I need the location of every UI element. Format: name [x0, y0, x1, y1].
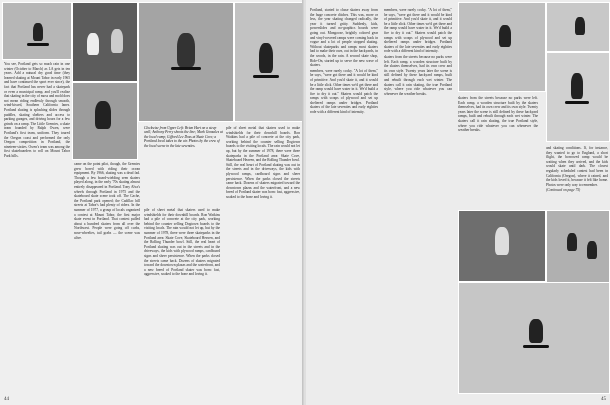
left-col-2: came on the point pilot, though, the Gremies grew bored with riding their ocean equipment. By 1966, skating was a dead fad. Though a few board-wielding seen skaters played along, in the early '70s skating almost entirely disappeared in Portland. Tony Alva's wheels through Portland in 1975 and the skateboard skate scene took off. The Cache, the Portland park opened; the Cadillac hill streets at Tabor's had plenty of riders. In the summer of 1977, a group of locals organized a contest at Mount Tabor, the first major skate event in Portland. That contest pulled about a hundred skaters from all over the Northwest. People were going off curbs, nose-wheelies, tail grabs — the scene was alive.	[74, 162, 140, 240]
photo-skater-ramp-tilted	[546, 52, 610, 142]
left-col-4: pile of sheet metal that skaters used to make windshields for their downhill boards. Ron Watkins had a pile of concrete at the city park, working behind the counter selling Dogtown boards to the visiting locals. The rain would not let up, but by the summer of 1978, there were three skateparks in the Portland area: Skate Cove, Skateboard Heaven, and the Rolling Thunder bowl. Still, the real heart of Portland skating was out in the streets and in the driveways, the kids with plywood ramps, cardboard signs and sheer persistence. When the parks closed the streets came back. Dozens of skaters migrated toward the downtown plazas and the waterfront, and a new breed of Portland skater was born: fast, aggressive, soaked to the bone and loving it.	[226, 126, 300, 199]
right-col-1: Portland, started to chase skaters away from the huge concrete ditches. This was, more or less, the year skating changed radically, the year it turned gritty. Suddenly, kids, powerslides and no-graphics boards were going out. Mongoose, brightly colored gear and vinyl-covered ramps were coming back in vogue and a lot of people stopped skating. Without skateparks and ramps most skaters had to make their own, out in the backyards, in the woods, in the rain. A second skate shop, Ride-On, started up to serve the new wave of skaters. members, were rarely cocky. "A lot of them," he says, "were got there and it would be kind of primitive. And you'd skate it, and it would be a little slick. Other times we'd get there and the ramp would have water in it. We'd build a fire to dry it out." Skaters would patch the ramps with scraps of plywood and set up sheltered ramps under bridges. Portland skaters of the late seventies and early eighties rode with a different kind of intensity.	[310, 8, 378, 115]
photo-skaters-group	[72, 2, 138, 82]
left-photo-caption: Clockwise from Upper Left: Brian Hart on a steep wall; Anthony Perry shoots the line; Mark Gonzales at the local ramp; Gifford Lee Doss at Skate Cove; a Portland local takes to the air. Photos by the crew of the local scene in the late seventies.	[144, 126, 223, 148]
photo-skater-ramp-right	[234, 2, 304, 122]
page-number-left: 44	[4, 397, 9, 402]
right-col-4: and skating conditions. If, for instance, they wanted to go to England, a short flight, the borrowed ramp would be waiting when they arrived, and the kids would skate until dark. The closest regularly scheduled contest had been in California (Oregon), where it rained, and the kids loved it, because it felt like home. Photos were only way to remember. (Continued on page 75)	[546, 146, 608, 193]
photo-skater-bowl	[546, 210, 610, 292]
continued-note: (Continued on page 75)	[546, 188, 581, 193]
photo-skater-street	[458, 210, 546, 282]
right-col-2: members, were rarely cocky. "A lot of them," he says, "were got there and it would be kind of primitive. And you'd skate it, and it would be a little slick. Other times we'd get there and the ramp would have water in it. We'd build a fire to dry it out." Skaters would patch the ramps with scraps of plywood and set up sheltered ramps under bridges. Portland skaters of the late seventies and early eighties rode with a different kind of intensity. skaters from the streets because no parks were left. Each ramp, a wooden structure built by the skaters themselves, had its own crew and its own style. Twenty years later the scene is still defined by these backyard ramps, built and rebuilt through each wet winter. The skaters call it rain skating, the true Portland style, where you ride whatever you can whenever the weather breaks.	[384, 8, 452, 96]
page-number-right: 45	[601, 397, 606, 402]
left-col-3: pile of sheet metal that skaters used to make windshields for their downhill boards. Ron Watkins had a pile of concrete at the city park, working behind the counter selling Dogtown boards to the visiting locals. The rain would not let up, but by the summer of 1978, there were three skateparks in the Portland area: Skate Cove, Skateboard Heaven, and the Rolling Thunder bowl. Still, the real heart of Portland skating was out in the streets and in the driveways, the kids with plywood ramps, cardboard signs and sheer persistence. When the parks closed the streets came back. Dozens of skaters migrated toward the downtown plazas and the waterfront, and a new breed of Portland skater was born: fast, aggressive, soaked to the bone and loving it.	[144, 208, 220, 277]
photo-skater-sky-bottom	[458, 282, 610, 394]
right-page	[306, 0, 610, 405]
photo-skater-sky-top	[458, 2, 546, 92]
left-page	[0, 0, 304, 405]
photo-skater-ramp-top-left	[2, 2, 72, 60]
photo-skater-grab	[72, 82, 138, 160]
photo-skater-air-center	[138, 2, 234, 122]
left-col-1: You see, Portland gets so much rain in one winter (October to March) as LA gets in ten years. Add a natural dry good time (they learned skating at Mount Tabor in early 1965 and have continued the sport ever since), the fact that Portland has never had a skatepark or even a municipal ramp, and you'll realize that skating in the city of moss and mold does not mean riding endlessly through smooth, wind-kissed, Southern California lanes. Portland skating is splashing slides through puddles, skating shelters and access to parking garages, and driving hours for a few grinds on a ramp. The Little Gremies, a skate team founded by Ralph Owen, were Portland's first team, uniform. They toured the Oregon coast and performed the only Oregon competition in Portland, the nineteen-sixties. Owen's team was among the first skateboarders to roll on Mount Tabor Park hills.	[4, 62, 70, 158]
photo-skater-top-right	[546, 2, 610, 52]
right-col-3: skaters from the streets because no parks were left. Each ramp, a wooden structure built by the skaters themselves, had its own crew and its own style. Twenty years later the scene is still defined by these backyard ramps, built and rebuilt through each wet winter. The skaters call it rain skating, the true Portland style, where you ride whatever you can whenever the weather breaks.	[458, 96, 538, 133]
